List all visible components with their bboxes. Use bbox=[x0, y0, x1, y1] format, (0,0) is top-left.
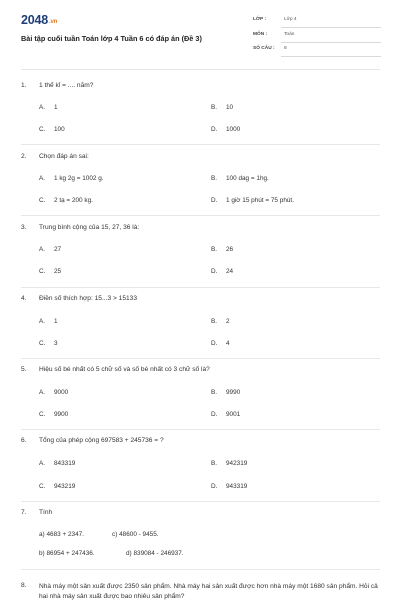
option-text: 100 dag = 1hg. bbox=[226, 175, 269, 182]
option-text: 942319 bbox=[226, 460, 248, 467]
question bbox=[21, 582, 381, 600]
subject-label: MÔN : bbox=[253, 32, 268, 37]
question-text: Nhà máy một sản xuất được 2350 sản phẩm. Nhà máy hai sản xuất được hơn nhà máy một 1680 sản phẩm. Hỏi cả hai nhà máy sản xuất được bao nhiêu sản phẩm? bbox=[39, 583, 378, 600]
count-label: SỐ CÂU : bbox=[253, 46, 275, 51]
question-text: Hiệu số bé nhất có 5 chữ số và số bé nhất có 3 chữ số là? bbox=[39, 366, 210, 373]
option-label: A. bbox=[39, 389, 46, 396]
option-text: 9990 bbox=[226, 389, 241, 396]
calc-item-b: b) 86954 + 247436. bbox=[39, 550, 95, 557]
option-text: 1 giờ 15 phút = 75 phút. bbox=[226, 197, 294, 204]
question-text: Chọn đáp án sai: bbox=[39, 153, 89, 160]
question-number: 3. bbox=[21, 224, 27, 231]
question-text: Trung bình cộng của 15, 27, 36 là: bbox=[39, 224, 140, 231]
logo-text: 2048 bbox=[21, 13, 49, 27]
option-label: D. bbox=[211, 126, 218, 133]
option-label: D. bbox=[211, 197, 218, 204]
count-value: 8 bbox=[284, 46, 287, 51]
option-label: B. bbox=[211, 246, 218, 253]
question-divider bbox=[21, 358, 380, 359]
option-label: C. bbox=[39, 411, 46, 418]
question-number: 2. bbox=[21, 153, 27, 160]
option-text: 1 kg 2g = 1002 g. bbox=[54, 175, 104, 182]
option-text: 3 bbox=[54, 340, 58, 347]
option-label: B. bbox=[211, 318, 218, 325]
option-text: 4 bbox=[226, 340, 230, 347]
question-number: 5. bbox=[21, 366, 27, 373]
calc-item-d: d) 839084 - 246937. bbox=[126, 550, 184, 557]
option-text: 843319 bbox=[54, 460, 76, 467]
option-label: C. bbox=[39, 483, 46, 490]
option-text: 1 bbox=[54, 318, 58, 325]
option-label: C. bbox=[39, 197, 46, 204]
class-value: Lớp 4 bbox=[284, 17, 297, 22]
option-label: B. bbox=[211, 389, 218, 396]
option-text: 10 bbox=[226, 104, 234, 111]
option-label: A. bbox=[39, 104, 46, 111]
question-divider bbox=[21, 144, 380, 145]
question-divider bbox=[21, 287, 380, 288]
option-label: A. bbox=[39, 246, 46, 253]
option-label: D. bbox=[211, 483, 218, 490]
worksheet-header bbox=[0, 0, 400, 70]
meta-subject bbox=[253, 29, 381, 43]
option-label: B. bbox=[211, 460, 218, 467]
option-label: B. bbox=[211, 175, 218, 182]
question-number: 4. bbox=[21, 295, 27, 302]
option-label: A. bbox=[39, 318, 46, 325]
option-label: B. bbox=[211, 104, 218, 111]
site-logo[interactable] bbox=[21, 13, 57, 27]
option-text: 26 bbox=[226, 246, 234, 253]
option-text: 100 bbox=[54, 126, 65, 133]
question-text: Điền số thích hợp: 15...3 > 15133 bbox=[39, 295, 137, 302]
count-underline bbox=[281, 56, 381, 57]
question-divider bbox=[21, 569, 380, 570]
option-text: 943319 bbox=[226, 483, 248, 490]
header-divider bbox=[21, 69, 380, 70]
option-text: 1000 bbox=[226, 126, 241, 133]
option-text: 1 bbox=[54, 104, 58, 111]
option-label: C. bbox=[39, 340, 46, 347]
option-label: D. bbox=[211, 411, 218, 418]
option-label: C. bbox=[39, 268, 46, 275]
worksheet-title: Bài tập cuối tuần Toán lớp 4 Tuần 6 có đáp án (Đề 3) bbox=[21, 34, 202, 43]
class-underline bbox=[281, 27, 381, 28]
meta-class bbox=[253, 14, 381, 28]
meta-count bbox=[253, 43, 381, 57]
option-label: C. bbox=[39, 126, 46, 133]
question-divider bbox=[21, 429, 380, 430]
option-text: 9900 bbox=[54, 411, 69, 418]
option-text: 9001 bbox=[226, 411, 241, 418]
class-label: LỚP : bbox=[253, 17, 267, 22]
question-divider bbox=[21, 501, 380, 502]
question-number: 1. bbox=[21, 82, 27, 89]
option-text: 943219 bbox=[54, 483, 76, 490]
option-text: 25 bbox=[54, 268, 62, 275]
option-label: D. bbox=[211, 340, 218, 347]
option-label: A. bbox=[39, 460, 46, 467]
option-text: 27 bbox=[54, 246, 62, 253]
calc-item-c: c) 48600 - 9455. bbox=[112, 531, 159, 538]
option-label: D. bbox=[211, 268, 218, 275]
option-text: 9000 bbox=[54, 389, 69, 396]
question-number: 8. bbox=[21, 582, 27, 589]
question-text: 1 thế kỉ = .... năm? bbox=[39, 82, 94, 89]
option-text: 2 bbox=[226, 318, 230, 325]
option-text: 24 bbox=[226, 268, 234, 275]
option-label: A. bbox=[39, 175, 46, 182]
question-text: Tính bbox=[39, 509, 53, 516]
question-number: 7. bbox=[21, 509, 27, 516]
calc-item-a: a) 4683 + 2347. bbox=[39, 531, 84, 538]
option-text: 2 tạ = 200 kg. bbox=[54, 197, 93, 204]
question-number: 6. bbox=[21, 437, 27, 444]
subject-value: Toán bbox=[284, 32, 295, 37]
question-text: Tổng của phép cộng 697583 + 245736 = ? bbox=[39, 437, 164, 444]
logo-suffix: .vn bbox=[49, 19, 58, 25]
question-divider bbox=[21, 215, 380, 216]
